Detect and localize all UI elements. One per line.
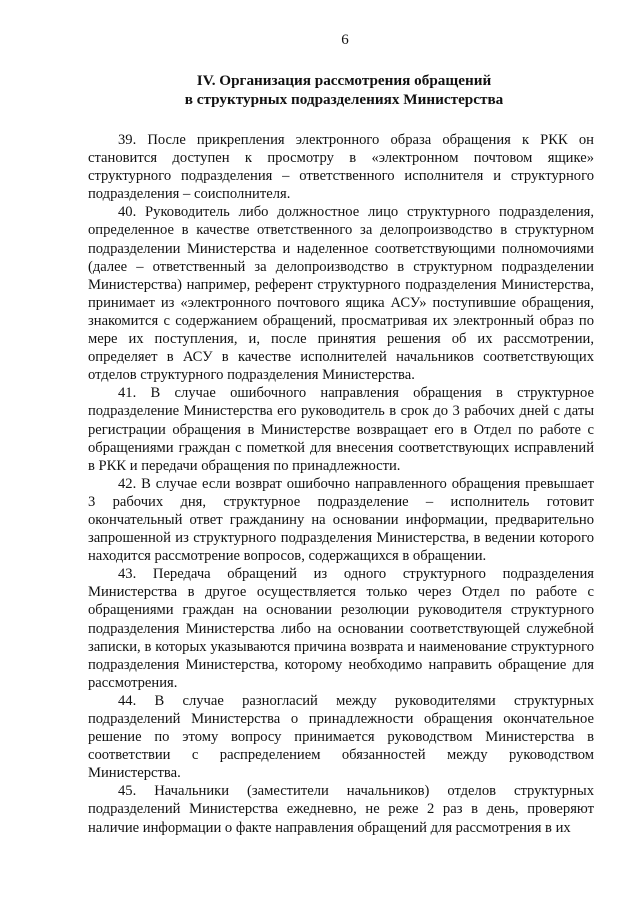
paragraph-45: 45. Начальники (заместители начальников) отделов структурных подразделений Министерства ежедневно, не реже 2 раз в день, проверяют наличие информации о факте направления обращений для рассмотрения в их — [88, 783, 594, 836]
section-heading-line-2: в структурных подразделениях Министерства — [184, 91, 504, 108]
section-heading-line-1: IV. Организация рассмотрения обращений — [196, 72, 492, 89]
document-page — [88, 32, 594, 837]
paragraph-42: 42. В случае если возврат ошибочно направленного обращения превышает 3 рабочих дня, структурное подразделение – исполнитель готовит окончательный ответ гражданину на основании информации, предварительно запрошенной из структурного подразделения Министерства, в ведении которого находится рассмотрение вопросов, содержащихся в обращении. — [88, 475, 594, 565]
page-number: 6 — [341, 32, 349, 48]
paragraph-41: 41. В случае ошибочного направления обращения в структурное подразделение Министерства его руководитель в срок до 3 рабочих дней с даты регистрации обращения в Министерстве возвращает его в Отдел по работе с обращениями граждан с пометкой для внесения соответствующих исправлений в РКК и передачи обращения по принадлежности. — [88, 385, 594, 474]
paragraph-40: 40. Руководитель либо должностное лицо структурного подразделения, определенное в качестве ответственного за делопроизводство в структурном подразделении Министерства и наделенное соответствующими полномочиями (далее – ответственный за делопроизводство в структурном подразделении Министерства) например, референт структурного подразделения Министерства, принимает из «электронного почтового ящика АСУ» поступившие обращения, знакомится с содержанием обращений, просматривая их электронный образ по мере их поступления, и, после принятия решения об их рассмотрении, определяет в АСУ в качестве исполнителей начальников соответствующих отделов структурного подразделения Министерства. — [88, 204, 594, 384]
paragraph-39: 39. После прикрепления электронного образа обращения к РКК он становится доступен к просмотру в «электронном почтовом ящике» структурного подразделения – ответственного исполнителя и структурного подразделения – соисполнителя. — [88, 132, 594, 203]
paragraph-44: 44. В случае разногласий между руководителями структурных подразделений Министерства о принадлежности обращения окончательное решение по этому вопросу принимается руководством Министерства в соответствии с распределением обязанностей между руководством Министерства. — [88, 692, 594, 782]
section-heading — [88, 71, 594, 109]
paragraph-43: 43. Передача обращений из одного структурного подразделения Министерства в другое осуществляется только через Отдел по работе с обращениями граждан на основании резолюции руководителя структурного подразделения Министерства либо на основании соответствующей служебной записки, в которых указываются причина возврата и наименование структурного подразделения Министерства, которому необходимо направить обращение для рассмотрения. — [88, 566, 594, 691]
